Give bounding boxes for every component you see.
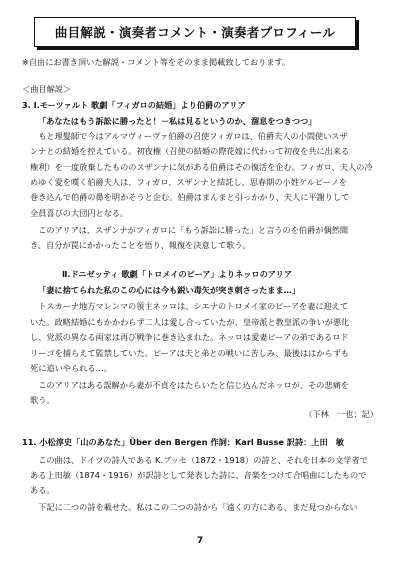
item3b-heading: Ⅱ.ドニゼッティ 歌劇「トロメイのピーア」よりネッロのアリア <box>62 269 293 279</box>
item3-quote: 「あなたはもう訴訟に勝ったと！－私は見るというのか、溜息をつきつつ」 <box>38 116 317 126</box>
item3b-line: し、党派の異なる両家は再び戦争に巻き込まれた。ネッロは愛妻ピーアの弟であるロド <box>30 332 349 342</box>
credit-text: （下林 一也；記） <box>304 409 378 419</box>
page-number: 7 <box>196 536 204 546</box>
item3-line: 巻き込んで伯爵の鼻を明かそうと企む。伯爵はまんまと引っかかり、夫人に平謝りして <box>30 192 350 202</box>
item3-line: めゆく愛を嘆く伯爵夫人は、フィガロ、スザンナと結託し、思春期の小姓ケルビーノを <box>30 177 348 187</box>
item3b-line: このアリアはある誤解から妻が不貞をはたらいたと信じ込んだネッロが、その悲痛を <box>30 380 349 390</box>
item3b-line: 死に追いやられる…。 <box>30 363 112 373</box>
item3b-line: 歌う。 <box>30 395 55 405</box>
item11-line: この曲は、ドイツの詩人である K.ブッセ（1872・1918）の詩と、それを日本の文学者で <box>30 455 368 465</box>
item3-heading: 3. Ⅰ.モーツァルト 歌劇「フィガロの結婚」より伯爵のアリア <box>22 100 246 110</box>
page-title: 曲目解説・演奏者コメント・演奏者プロフィール <box>34 17 356 47</box>
item3-line: ンナとの結婚を控えている。初夜権（召使の結婚の際花嫁に代わって初夜を共に出来る <box>30 146 350 156</box>
item3-line: 全員喜びの大団円となる。 <box>30 208 129 218</box>
item11-line: ある上田敏（1874・1916）が訳詩として発表した詩に、音楽をつけて合唱曲にしたもので <box>30 470 367 480</box>
section-label: ＜曲目解説＞ <box>22 84 72 94</box>
item11-line: ある。 <box>30 485 55 495</box>
item11-heading: 11. 小松淳史「山のあなた」Über den Bergen 作詞：Karl Busse 訳詩：上田 敏 <box>22 437 345 447</box>
item3-line: き、自分が罠にかかったことを悟り、報復を決意して歌う。 <box>30 240 251 250</box>
item3-line: 権利）を一度放棄したもののスザンナに気がある伯爵はその復活を企む。フィガロ、夫人の冷 <box>30 162 373 172</box>
item3b-line: いた。政略結婚にもかかわらず二人は愛し合っていたが、皇帝派と教皇派の争いが悪化 <box>30 317 350 327</box>
item3b-quote: 「妻に捨てられた私のこの心には今も鋭い毒矢が突き刺さったまま…」 <box>38 285 301 295</box>
item3b-line: リーゴを捕らえて監禁していた。ピーアは夫と弟との戦いに苦しみ、最後ははからずも <box>30 348 350 358</box>
item3b-line: トスカーナ地方マレンマの領主ネッロは、シエナのトロメイ家のピーアを妻に迎えて <box>30 301 349 311</box>
item11-line: 下記に二つの詩を載せた。私はこの二つの詩から「遠くの方にある、まだ見つからない <box>30 502 358 512</box>
notice-text: ※自由にお書き頂いた解説・コメント等をそのまま掲載致しております。 <box>22 57 291 67</box>
item3-line: もと理髪師で今はアルマヴィーヴァ伯爵の召使フィガロは、伯爵夫人の小間使いスザ <box>30 131 348 141</box>
item3-line: このアリアは、スザンナがフィガロに「もう訴訟に勝った」と言うのを伯爵が偶然聞 <box>30 225 349 235</box>
